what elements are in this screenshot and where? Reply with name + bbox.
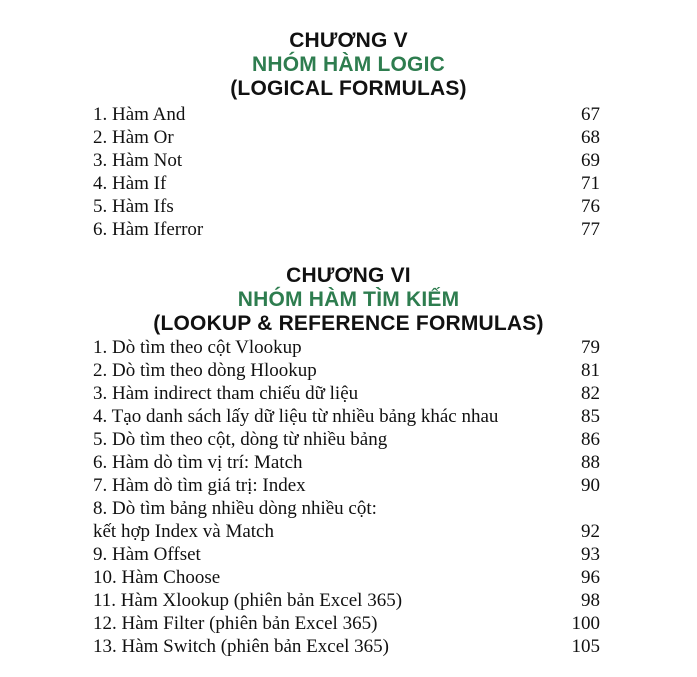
- toc-entry[interactable]: [0, 359, 697, 382]
- toc-entry-title: 11. Hàm Xlookup (phiên bản Excel 365): [93, 590, 403, 611]
- toc-entry-page: 71: [581, 173, 600, 194]
- toc-entry-page: 92: [581, 521, 600, 542]
- toc-entry-title: 6. Hàm Iferror: [93, 219, 204, 240]
- toc-entry-title: 1. Hàm And: [93, 104, 186, 125]
- toc-entry-title: 8. Dò tìm bảng nhiều dòng nhiều cột:: [93, 498, 377, 519]
- toc-entry[interactable]: [0, 195, 697, 218]
- toc-entry-page: 98: [581, 590, 600, 611]
- toc-entry[interactable]: [0, 382, 697, 405]
- toc-entry[interactable]: [0, 497, 697, 520]
- toc-entry[interactable]: [0, 520, 697, 543]
- toc-entry-title: 5. Dò tìm theo cột, dòng từ nhiều bảng: [93, 429, 388, 450]
- toc-entry-page: 85: [581, 406, 600, 427]
- toc-entry-title: kết hợp Index và Match: [93, 521, 274, 542]
- toc-entry-title: 10. Hàm Choose: [93, 567, 221, 588]
- toc-entry-page: 88: [581, 452, 600, 473]
- toc-entry-page: 93: [581, 544, 600, 565]
- chapter-group-title: NHÓM HÀM TÌM KIẾM: [237, 288, 460, 311]
- toc-entry-page: 76: [581, 196, 600, 217]
- toc-entry-title: 7. Hàm dò tìm giá trị: Index: [93, 475, 306, 496]
- toc-entry[interactable]: [0, 451, 697, 474]
- toc-entry[interactable]: [0, 543, 697, 566]
- toc-entry-title: 3. Hàm Not: [93, 150, 183, 171]
- toc-list-chapter-v: [0, 103, 697, 241]
- chapter-label: CHƯƠNG VI: [286, 264, 411, 287]
- toc-entry-title: 5. Hàm Ifs: [93, 196, 174, 217]
- toc-entry[interactable]: [0, 172, 697, 195]
- toc-entry[interactable]: [0, 126, 697, 149]
- toc-entry-title: 9. Hàm Offset: [93, 544, 201, 565]
- toc-entry[interactable]: [0, 566, 697, 589]
- toc-entry-page: 69: [581, 150, 600, 171]
- toc-list-chapter-vi: [0, 336, 697, 658]
- toc-entry[interactable]: [0, 635, 697, 658]
- toc-entry[interactable]: [0, 218, 697, 241]
- toc-entry-page: 81: [581, 360, 600, 381]
- toc-entry-page: 105: [571, 636, 600, 657]
- toc-entry[interactable]: [0, 336, 697, 359]
- toc-entry-page: 68: [581, 127, 600, 148]
- toc-entry-page: 86: [581, 429, 600, 450]
- toc-entry-page: 67: [581, 104, 600, 125]
- toc-entry[interactable]: [0, 428, 697, 451]
- chapter-subtitle: (LOOKUP & REFERENCE FORMULAS): [153, 312, 544, 335]
- toc-entry-page: 79: [581, 337, 600, 358]
- toc-entry-title: 2. Dò tìm theo dòng Hlookup: [93, 360, 317, 381]
- chapter-subtitle: (LOGICAL FORMULAS): [230, 77, 467, 100]
- toc-entry[interactable]: [0, 474, 697, 497]
- chapter-label: CHƯƠNG V: [289, 29, 408, 52]
- chapter-v-section: [0, 29, 697, 241]
- toc-entry-title: 1. Dò tìm theo cột Vlookup: [93, 337, 302, 358]
- toc-entry-title: 4. Tạo danh sách lấy dữ liệu từ nhiều bảng khác nhau: [93, 406, 499, 427]
- toc-entry-title: 12. Hàm Filter (phiên bản Excel 365): [93, 613, 378, 634]
- toc-entry-title: 6. Hàm dò tìm vị trí: Match: [93, 452, 303, 473]
- toc-entry-page: 90: [581, 475, 600, 496]
- toc-entry-title: 3. Hàm indirect tham chiếu dữ liệu: [93, 383, 359, 404]
- toc-entry-title: 13. Hàm Switch (phiên bản Excel 365): [93, 636, 390, 657]
- chapter-group-title: NHÓM HÀM LOGIC: [252, 53, 445, 76]
- toc-entry-page: 77: [581, 219, 600, 240]
- toc-entry[interactable]: [0, 149, 697, 172]
- toc-entry[interactable]: [0, 589, 697, 612]
- toc-entry-title: 4. Hàm If: [93, 173, 167, 194]
- toc-entry-title: 2. Hàm Or: [93, 127, 174, 148]
- toc-entry[interactable]: [0, 612, 697, 635]
- toc-entry-page: 100: [571, 613, 600, 634]
- toc-entry-page: 82: [581, 383, 600, 404]
- toc-entry[interactable]: [0, 103, 697, 126]
- chapter-vi-section: [0, 264, 697, 658]
- toc-entry-page: 96: [581, 567, 600, 588]
- toc-entry[interactable]: [0, 405, 697, 428]
